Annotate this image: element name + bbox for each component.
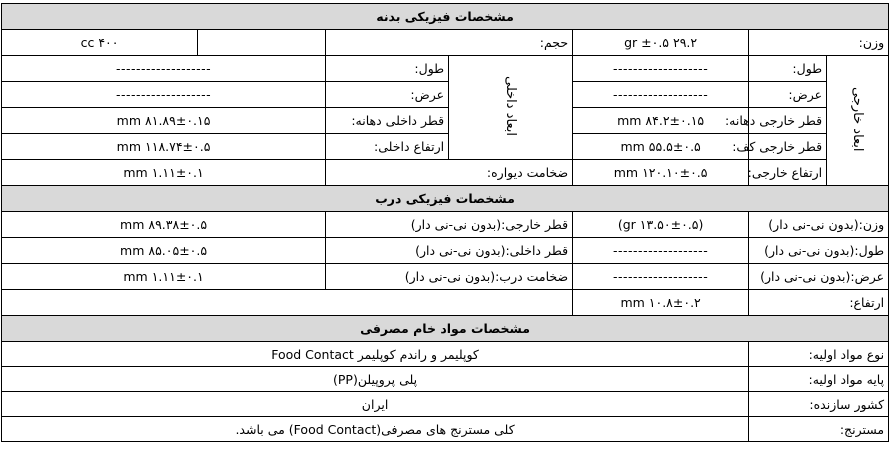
int-height-value: ۱۱۸.۷۴±۰.۵ mm bbox=[2, 134, 326, 160]
body-section-title: مشخصات فیزیکی بدنه bbox=[2, 4, 889, 30]
external-dimensions-group bbox=[827, 56, 889, 186]
body-weight-label: وزن: bbox=[749, 30, 889, 56]
lid-ext-diam-label: قطر خارجی:(بدون نی-نی دار) bbox=[326, 212, 573, 238]
int-width-label: عرض: bbox=[326, 82, 449, 108]
material-base-row bbox=[2, 367, 889, 392]
lid-ext-diam-value: ۸۹.۳۸±۰.۵ mm bbox=[2, 212, 326, 238]
lid-height-value: ۱۰.۸±۰.۲ mm bbox=[573, 290, 749, 316]
lid-width-value: ------------------- bbox=[573, 264, 749, 290]
lid-section-header-row bbox=[2, 186, 889, 212]
material-type-label: نوع مواد اولیه: bbox=[749, 342, 889, 367]
lid-height-row bbox=[2, 290, 889, 316]
lid-length-label: طول:(بدون نی-نی دار) bbox=[749, 238, 889, 264]
body-weight-row bbox=[2, 30, 889, 56]
ext-height-label: ارتفاع خارجی: bbox=[749, 160, 827, 186]
body-section-header-row bbox=[2, 4, 889, 30]
ext-height-value: ۱۲۰.۱۰±۰.۵ mm bbox=[573, 160, 749, 186]
int-width-value: ------------------- bbox=[2, 82, 326, 108]
ext-width-value: ------------------- bbox=[573, 82, 749, 108]
material-usage-row bbox=[2, 417, 889, 442]
internal-dimensions-label: ابعاد داخلی bbox=[503, 76, 519, 136]
int-mouth-label: قطر داخلی دهانه: bbox=[326, 108, 449, 134]
lid-section-title: مشخصات فیزیکی درب bbox=[2, 186, 889, 212]
body-volume-spacer bbox=[198, 30, 326, 56]
lid-length-row bbox=[2, 238, 889, 264]
ext-bottom-value: ۵۵.۵±۰.۵ mm bbox=[573, 134, 749, 160]
lid-int-diam-value: ۸۵.۰۵±۰.۵ mm bbox=[2, 238, 326, 264]
lid-width-row bbox=[2, 264, 889, 290]
material-type-value: کوپلیمر و راندم کوپلیمر Food Contact bbox=[2, 342, 749, 367]
ext-width-label: عرض: bbox=[749, 82, 827, 108]
ext-mouth-label: قطر خارجی دهانه: bbox=[749, 108, 827, 134]
body-mouth-row bbox=[2, 108, 889, 134]
external-dimensions-label: ابعاد خارجی bbox=[850, 86, 866, 152]
body-width-row bbox=[2, 82, 889, 108]
lid-height-label: ارتفاع: bbox=[749, 290, 889, 316]
material-base-label: پایه مواد اولیه: bbox=[749, 367, 889, 392]
body-volume-label: حجم: bbox=[326, 30, 573, 56]
lid-thickness-value: ۱.۱۱±۰.۱ mm bbox=[2, 264, 326, 290]
lid-weight-row bbox=[2, 212, 889, 238]
body-volume-value: ۴۰۰ cc bbox=[2, 30, 198, 56]
material-country-value: ایران bbox=[2, 392, 749, 417]
wall-thickness-label: ضخامت دیواره: bbox=[326, 160, 573, 186]
lid-length-value: ------------------- bbox=[573, 238, 749, 264]
body-height-row bbox=[2, 160, 889, 186]
int-mouth-value: ۸۱.۸۹±۰.۱۵ mm bbox=[2, 108, 326, 134]
ext-length-value: ------------------- bbox=[573, 56, 749, 82]
int-length-label: طول: bbox=[326, 56, 449, 82]
material-usage-label: مسترنج: bbox=[749, 417, 889, 442]
lid-height-empty bbox=[2, 290, 573, 316]
material-section-title: مشخصات مواد خام مصرفی bbox=[2, 316, 889, 342]
lid-thickness-label: ضخامت درب:(بدون نی-نی دار) bbox=[326, 264, 573, 290]
material-country-label: کشور سازنده: bbox=[749, 392, 889, 417]
body-bottom-row bbox=[2, 134, 889, 160]
lid-weight-label: وزن:(بدون نی-نی دار) bbox=[749, 212, 889, 238]
ext-mouth-value: ۸۴.۲±۰.۱۵ mm bbox=[573, 108, 749, 134]
body-weight-value: ۲۹.۲ ±۰.۵ gr bbox=[573, 30, 749, 56]
material-section-header-row bbox=[2, 316, 889, 342]
int-length-value: ------------------- bbox=[2, 56, 326, 82]
ext-length-label: طول: bbox=[749, 56, 827, 82]
material-country-row bbox=[2, 392, 889, 417]
lid-weight-value: (۱۳.۵۰±۰.۵ gr) bbox=[573, 212, 749, 238]
material-base-value: پلی پروپیلن(PP) bbox=[2, 367, 749, 392]
int-height-label: ارتفاع داخلی: bbox=[326, 134, 449, 160]
material-type-row bbox=[2, 342, 889, 367]
ext-bottom-label: قطر خارجی کف: bbox=[749, 134, 827, 160]
lid-int-diam-label: قطر داخلی:(بدون نی-نی دار) bbox=[326, 238, 573, 264]
internal-dimensions-group bbox=[449, 56, 573, 160]
lid-width-label: عرض:(بدون نی-نی دار) bbox=[749, 264, 889, 290]
material-usage-value: کلی مسترنج های مصرفی(Food Contact) می باشد. bbox=[2, 417, 749, 442]
wall-thickness-value: ۱.۱۱±۰.۱ mm bbox=[2, 160, 326, 186]
spec-table bbox=[1, 3, 889, 442]
body-length-row bbox=[2, 56, 889, 82]
